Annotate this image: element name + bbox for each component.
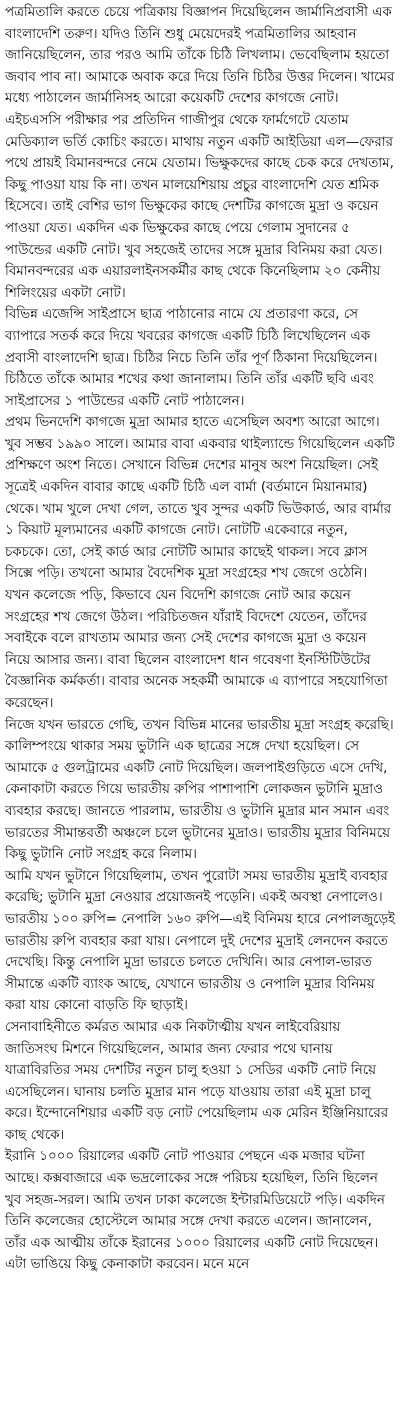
paragraph-college-hobby: যখন কলেজে পড়ি, কিভাবে যেন বিদেশি কাগজে নোট আর কয়েন সংগ্রহের শখ জেগে উঠল। পরিচিতজন যাঁরাই বিদেশে যেতেন, তাঁদের সবাইকে বলে রাখতাম আমার জন্য সেই দেশের কাগজে মুদ্রা ও কয়েন নিয়ে আসার জন্য। বাবা ছিলেন বাংলাদেশ ধান গবেষণা ইনস্টিটিউটের বৈজ্ঞানিক কর্মকর্তা। বাবার অনেক সহকর্মী আমাকে এ ব্যাপারে সহযোগিতা করেছেন। — [5, 588, 388, 711]
article-body — [5, 2, 395, 1276]
paragraph-first-banknote: প্রথম ভিনদেশি কাগজে মুদ্রা আমার হাতে এসেছিল অবশ্য আরো আগে। খুব সম্ভব ১৯৯০ সালে। আমার বাবা একবার থাইল্যান্ডে গিয়েছিলেন একটি প্রশিক্ষণে অংশ নিতে। সেখানে বিভিন্ন দেশের মানুষ অংশ নিয়েছিল। সেই সূত্রেই একদিন বাবার কাছে একটি চিঠি এল বার্মা (বর্তমানে মিয়ানমার) থেকে। খাম খুলে দেখা গেল, তাতে খুব সুন্দর একটি ভিউকার্ড, আর বার্মার ১ কিয়াট মূল্যমানের একটি কাগজে নোট। নোটটি একেবারে নতুন, চকচকে। তো, সেই কার্ড আর নোটটি আমার কাছেই থাকল। সবে ক্লাস সিক্সে পড়ি। তখনো আমার বৈদেশিক মুদ্রা সংগ্রহের শখ জেগে ওঠেনি। — [5, 415, 395, 582]
paragraph-ghana-indonesia: সেনাবাহিনীতে কর্মরত আমার এক নিকটাত্মীয় যখন লাইবেরিয়ায় জাতিসংঘ মিশনে গিয়েছিলেন, আমার জন্য ফেরার পথে ঘানায় যাত্রাবিরতির সময় দেশটির নতুন চালু হওয়া ১ সেডির একটি নোট নিয়ে এসেছিলেন। ঘানায় চলতি মুদ্রার মান পড়ে যাওয়ায় তারা এই মুদ্রা চালু করে। ইন্দোনেশিয়ার একটি বড় নোট পেয়েছিলাম এক মেরিন ইঞ্জিনিয়ারের কাছ থেকে। — [5, 1019, 389, 1143]
paragraph-india-bhutan: নিজে যখন ভারতে গেছি, তখন বিভিন্ন মানের ভারতীয় মুদ্রা সংগ্রহ করেছি। কালিম্পংয়ে থাকার সময় ভুটানি এক ছাত্রের সঙ্গে দেখা হয়েছিল। সে আমাকে ৫ গুলট্রামের একটি নোট দিয়েছিল। জলপাইগুড়িতে এসে দেখি, কেনাকাটা করতে গিয়ে ভারতীয় রুপির পাশাপাশি লোকজন ভুটানি মুদ্রাও ব্যবহার করছে। জানতে পারলাম, ভারতীয় ও ভুটানি মুদ্রার মান সমান এবং ভারতের সীমান্তবর্তী অঞ্চলে চলে ভুটানের মুদ্রাও। ভারতীয় মুদ্রার বিনিময়ে কিছু ভুটানি নোট সংগ্রহ করে নিলাম। — [5, 717, 394, 863]
paragraph-cyprus-student: বিভিন্ন এজেন্সি সাইপ্রাসে ছাত্র পাঠানোর নামে যে প্রতারণা করে, সে ব্যাপারে সতর্ক করে দিয়ে খবরের কাগজে একটি চিঠি লিখেছিলেন এক প্রবাসী বাংলাদেশি ছাত্র। চিঠির নিচে তিনি তাঁর পূর্ণ ঠিকানা দিয়েছিলেন। চিঠিতে তাঁকে আমার শখের কথা জানালাম। তিনি তাঁর একটি ছবি এবং সাইপ্রাসের ১ পাউন্ডের একটি নোট পাঠালেন। — [5, 307, 378, 409]
paragraph-bhutan-nepal: আমি যখন ভুটানে গিয়েছিলাম, তখন পুরোটা সময় ভারতীয় মুদ্রাই ব্যবহার করেছি; ভুটানি মুদ্রা নেওয়ার প্রয়োজনই পড়েনি। একই অবস্থা নেপালেও। ভারতীয় ১০০ রুপি= নেপালি ১৬০ রুপি—এই বিনিময় হারে নেপালজুড়েই ভারতীয় রুপি ব্যবহার করা যায়। নেপালে দুই দেশের মুদ্রাই লেনদেন করতে দেখেছি। কিন্তু নেপালি মুদ্রা ভারতে চলতে দেখিনি। আর নেপাল-ভারত সীমান্তে একটি ব্যাংক আছে, যেখানে ভারতীয় ও নেপালি মুদ্রার বিনিময় করা যায় কোনো বাড়তি ফি ছাড়াই। — [5, 868, 395, 1014]
paragraph-iran-rial: ইরানি ১০০০ রিয়ালের একটি নোট পাওয়ার পেছনে এক মজার ঘটনা আছে। কক্সবাজারে এক ভদ্রলোকের সঙ্গে পরিচয় হয়েছিল, তিনি ছিলেন খুব সহজ-সরল। আমি তখন ঢাকা কলেজে ইন্টারমিডিয়েটে পড়ি। একদিন তিনি কলেজের হোস্টেলে আমার সঙ্গে দেখা করতে এলেন। জানালেন, তাঁর এক আত্মীয় তাঁকে ইরানের ১০০০ রিয়ালের একটি নোট দিয়েছেন। এটা ভাঙিয়ে কিছু কেনাকাটা করবেন। মনে মনে — [5, 1149, 385, 1273]
paragraph-pen-pal: পত্রমিতালি করতে চেয়ে পত্রিকায় বিজ্ঞাপন দিয়েছিলেন জার্মানিপ্রবাসী এক বাংলাদেশি তরুণ। যদিও তিনি শুধু মেয়েদেরই পত্রমিতালির আহবান জানিয়েছিলেন, তার পরও আমি তাঁকে চিঠি লিখলাম। ভেবেছিলাম হয়তো জবাব পাব না। আমাকে অবাক করে দিয়ে তিনি চিঠির উত্তর দিলেন। খামের মধ্যে পাঠালেন জার্মানিসহ আরো কয়েকটি দেশের কাগজে নোট। — [5, 5, 395, 107]
paragraph-airport-beggars: এইচএসসি পরীক্ষার পর প্রতিদিন গাজীপুর থেকে ফার্মগেটে যেতাম মেডিক্যাল ভর্তি কোচিং করতে। মাথায় নতুন একটি আইডিয়া এল—ফেরার পথে প্রায়ই বিমানবন্দরে নেমে যেতাম। ভিক্ষুকদের কাছে চেক করে দেখতাম, কিছু পাওয়া যায় কি না। তখন মালয়েশিয়ায় প্রচুর বাংলাদেশি যেত শ্রমিক হিসেবে। তাই বেশির ভাগ ভিক্ষুকের কাছে দেশটির কাগজে মুদ্রা ও কয়েন পাওয়া যেত। একদিন এক ভিক্ষুকের কাছে পেয়ে গেলাম সুদানের ৫ পাউন্ডের একটি নোট। খুব সহজেই তাদের সঙ্গে মুদ্রার বিনিময় করা যেত। বিমানবন্দরের এক এয়ারলাইনসকর্মীর কাছ থেকে কিনেছিলাম ২০ কেনীয় শিলিংয়ের একটা নোট। — [5, 112, 394, 301]
